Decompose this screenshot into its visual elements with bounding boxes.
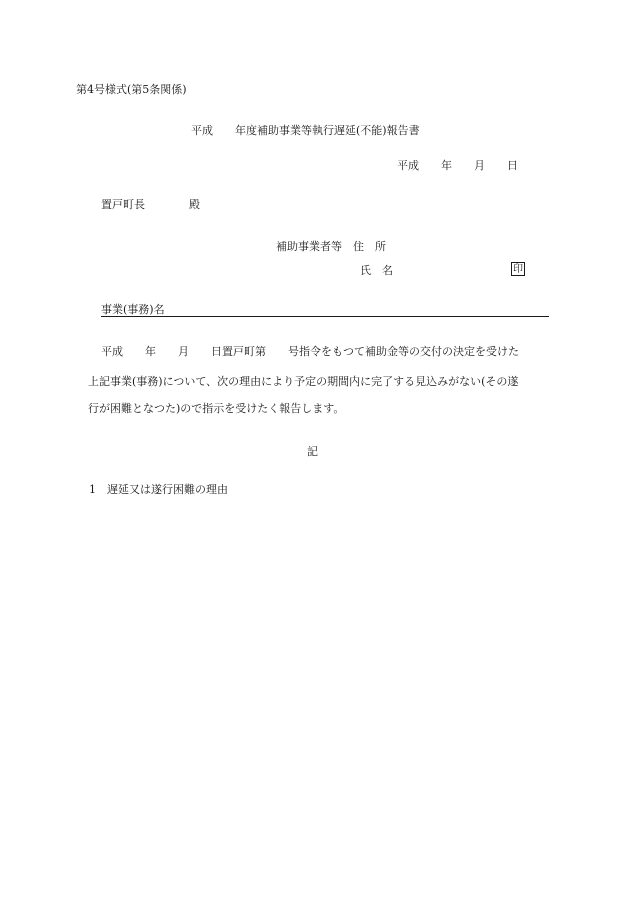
- ki-heading: 記: [307, 445, 318, 458]
- project-name-underline: [101, 316, 549, 317]
- body-line-2: 上記事業(事務)について、次の理由により予定の期間内に完了する見込みがない(その遂: [88, 375, 519, 388]
- project-name-label: 事業(事務)名: [101, 303, 165, 316]
- applicant-name-label: 氏 名: [360, 264, 393, 277]
- body-line-3: 行が困難となつた)ので指示を受けたく報告します。: [88, 402, 345, 415]
- body-line-1: 平成 年 月 日置戸町第 号指令をもつて補助金等の交付の決定を受けた: [101, 345, 519, 358]
- seal-mark: 印: [513, 264, 523, 275]
- addressee: 置戸町長 殿: [101, 198, 200, 211]
- item-1: 1 遅延又は遂行困難の理由: [89, 483, 228, 496]
- date-line: 平成 年 月 日: [397, 159, 518, 172]
- document-title: 平成 年度補助事業等執行遅延(不能)報告書: [191, 124, 420, 137]
- form-number: 第4号様式(第5条関係): [76, 83, 187, 96]
- applicant-address-label: 補助事業者等 住 所: [276, 240, 386, 253]
